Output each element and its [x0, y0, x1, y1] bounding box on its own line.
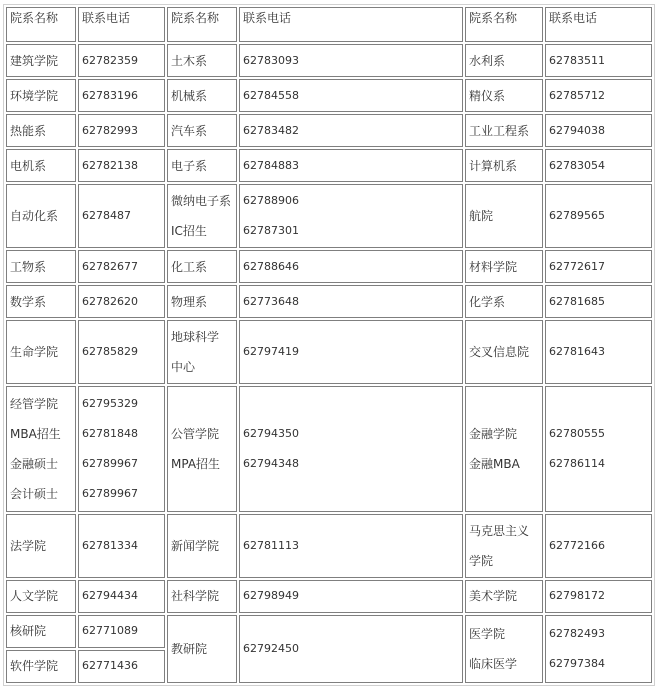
phone-cell-2	[239, 250, 463, 283]
dept-name-cell-3	[465, 184, 543, 248]
phone-cell-2	[239, 184, 463, 248]
phone-cell-1	[78, 514, 165, 578]
phone-cell-1	[78, 250, 165, 283]
dept-name-line: 工物系	[10, 259, 47, 274]
dept-name-cell-1	[6, 285, 76, 318]
phone-line: 62781113	[243, 538, 299, 552]
phone-line: 62783511	[549, 53, 605, 67]
table-row	[6, 615, 652, 648]
phone-line: 6278487	[82, 209, 131, 223]
dept-name-cell-2	[167, 184, 237, 248]
dept-name-line: 计算机系	[469, 158, 518, 173]
phone-line: 62780555	[549, 427, 605, 440]
dept-name-line: 交叉信息院	[469, 345, 530, 360]
dept-name-line: IC招生	[171, 224, 207, 239]
table-row	[6, 320, 652, 384]
dept-name-line: 微纳电子系	[171, 194, 232, 209]
phone-line: 62789967	[82, 487, 138, 500]
dept-name-line: 生命学院	[10, 345, 59, 360]
dept-name-cell-1	[6, 650, 76, 683]
table-row	[6, 250, 652, 283]
phone-cell-1	[78, 184, 165, 248]
dept-name-line: 建筑学院	[10, 53, 59, 68]
dept-name-cell-1	[6, 514, 76, 578]
phone-line: 62786114	[549, 457, 605, 470]
dept-name-cell-3	[465, 386, 543, 512]
phone-line: 62781334	[82, 538, 138, 552]
phone-line: 62781848	[82, 427, 138, 440]
phone-cell-1	[78, 580, 165, 613]
phone-line: 62784558	[243, 88, 299, 102]
phone-cell-3	[545, 44, 652, 77]
dept-name-line: 航院	[469, 209, 494, 224]
dept-name-cell-2	[167, 44, 237, 77]
table-row	[6, 114, 652, 147]
phone-line: 62783196	[82, 88, 138, 102]
dept-name-line: 汽车系	[171, 123, 208, 138]
dept-name-cell-1	[6, 149, 76, 182]
dept-name-line: 水利系	[469, 53, 506, 68]
phone-line: 62782993	[82, 123, 138, 137]
dept-name-line: 机械系	[171, 88, 208, 103]
phone-cell-2	[239, 386, 463, 512]
dept-name-cell-1	[6, 615, 76, 648]
phone-line: 62794348	[243, 457, 299, 470]
dept-name-cell-1	[6, 386, 76, 512]
contact-directory-table	[3, 4, 655, 686]
phone-line: 62798172	[549, 589, 605, 603]
phone-cell-2	[239, 285, 463, 318]
table-row	[6, 514, 652, 578]
dept-name-line: 化学系	[469, 294, 506, 309]
header-dept-name-3: 院系名称	[465, 7, 543, 42]
phone-line: 62783054	[549, 158, 605, 172]
table-row	[6, 580, 652, 613]
dept-name-line: 金融MBA	[469, 457, 520, 471]
dept-name-cell-3	[465, 79, 543, 112]
phone-cell-2	[239, 44, 463, 77]
phone-cell-2	[239, 149, 463, 182]
phone-cell-3	[545, 320, 652, 384]
dept-name-line: 马克思主义	[469, 523, 530, 538]
dept-name-line: 土木系	[171, 53, 208, 68]
phone-line: 62771436	[82, 659, 138, 673]
dept-name-line: 工业工程系	[469, 123, 530, 138]
phone-line: 62798949	[243, 589, 299, 603]
dept-name-cell-2	[167, 320, 237, 384]
phone-cell-3	[545, 615, 652, 683]
header-phone-3: 联系电话	[545, 7, 652, 42]
dept-name-line: 医学院	[469, 626, 506, 641]
dept-name-line: MBA招生	[10, 427, 61, 441]
phone-line: 62788646	[243, 259, 299, 273]
dept-name-cell-3	[465, 149, 543, 182]
dept-name-line: 精仪系	[469, 88, 506, 103]
dept-name-line: 自动化系	[10, 209, 59, 224]
dept-name-cell-1	[6, 320, 76, 384]
phone-cell-3	[545, 79, 652, 112]
dept-name-cell-1	[6, 114, 76, 147]
phone-cell-3	[545, 114, 652, 147]
phone-cell-1	[78, 114, 165, 147]
dept-name-line: 环境学院	[10, 88, 59, 103]
dept-name-cell-1	[6, 184, 76, 248]
dept-name-line: 电机系	[10, 158, 47, 173]
phone-line: 62789967	[82, 457, 138, 470]
phone-cell-3	[545, 514, 652, 578]
dept-name-cell-3	[465, 285, 543, 318]
dept-name-cell-1	[6, 580, 76, 613]
phone-line: 62773648	[243, 294, 299, 308]
dept-name-line: 经管学院	[10, 397, 59, 411]
phone-line: 62787301	[243, 224, 299, 238]
phone-cell-2	[239, 615, 463, 683]
phone-cell-3	[545, 250, 652, 283]
phone-cell-3	[545, 386, 652, 512]
dept-name-cell-2	[167, 149, 237, 182]
phone-line: 62797384	[549, 656, 605, 670]
dept-name-cell-2	[167, 114, 237, 147]
dept-name-line: 美术学院	[469, 589, 518, 604]
dept-name-cell-3	[465, 514, 543, 578]
dept-name-cell-1	[6, 44, 76, 77]
dept-name-line: 材料学院	[469, 259, 518, 274]
dept-name-line: 会计硕士	[10, 487, 59, 501]
table-row	[6, 386, 652, 512]
phone-cell-3	[545, 285, 652, 318]
dept-name-cell-2	[167, 250, 237, 283]
header-dept-name-2: 院系名称	[167, 7, 237, 42]
phone-cell-1	[78, 386, 165, 512]
phone-line: 62782677	[82, 259, 138, 273]
dept-name-line: 新闻学院	[171, 538, 220, 553]
phone-line: 62783093	[243, 53, 299, 67]
table-row	[6, 184, 652, 248]
dept-name-line: 物理系	[171, 294, 208, 309]
dept-name-line: 地球科学	[171, 330, 220, 345]
phone-line: 62772617	[549, 259, 605, 273]
dept-name-line: 社科学院	[171, 589, 220, 604]
dept-name-cell-3	[465, 250, 543, 283]
phone-cell-3	[545, 580, 652, 613]
dept-name-line: 核研院	[10, 624, 47, 639]
phone-cell-2	[239, 580, 463, 613]
dept-name-line: 公管学院	[171, 427, 220, 441]
dept-name-line: 中心	[171, 360, 196, 375]
phone-line: 62784883	[243, 158, 299, 172]
phone-cell-1	[78, 320, 165, 384]
dept-name-line: 学院	[469, 553, 494, 568]
phone-line: 62782138	[82, 158, 138, 172]
dept-name-cell-2	[167, 580, 237, 613]
phone-line: 62795329	[82, 397, 138, 410]
dept-name-cell-3	[465, 44, 543, 77]
dept-name-line: 数学系	[10, 294, 47, 309]
phone-line: 62789565	[549, 209, 605, 223]
dept-name-cell-3	[465, 320, 543, 384]
phone-line: 62771089	[82, 624, 138, 638]
phone-line: 62783482	[243, 123, 299, 137]
dept-name-cell-2	[167, 615, 237, 683]
phone-cell-3	[545, 149, 652, 182]
dept-name-cell-3	[465, 580, 543, 613]
phone-line: 62785712	[549, 88, 605, 102]
dept-name-cell-1	[6, 79, 76, 112]
phone-cell-2	[239, 79, 463, 112]
phone-line: 62785829	[82, 345, 138, 359]
phone-line: 62794350	[243, 427, 299, 440]
dept-name-line: 教研院	[171, 641, 208, 656]
phone-line: 62772166	[549, 538, 605, 552]
phone-cell-1	[78, 650, 165, 683]
phone-line: 62781685	[549, 294, 605, 308]
dept-name-line: MPA招生	[171, 457, 221, 471]
dept-name-line: 人文学院	[10, 589, 59, 604]
dept-name-cell-3	[465, 615, 543, 683]
dept-name-cell-3	[465, 114, 543, 147]
phone-line: 62782359	[82, 53, 138, 67]
phone-cell-2	[239, 320, 463, 384]
phone-line: 62781643	[549, 345, 605, 359]
phone-line: 62782620	[82, 294, 138, 308]
dept-name-line: 金融硕士	[10, 457, 59, 471]
dept-name-cell-2	[167, 285, 237, 318]
phone-line: 62782493	[549, 626, 605, 640]
phone-cell-2	[239, 114, 463, 147]
phone-line: 62788906	[243, 194, 299, 208]
dept-name-cell-1	[6, 250, 76, 283]
table-row	[6, 44, 652, 77]
dept-name-line: 法学院	[10, 538, 47, 553]
phone-cell-1	[78, 149, 165, 182]
table-row	[6, 285, 652, 318]
phone-line: 62794434	[82, 589, 138, 603]
dept-name-cell-2	[167, 514, 237, 578]
phone-line: 62794038	[549, 123, 605, 137]
dept-name-cell-2	[167, 79, 237, 112]
phone-cell-2	[239, 514, 463, 578]
phone-cell-1	[78, 44, 165, 77]
header-dept-name-1: 院系名称	[6, 7, 76, 42]
phone-cell-3	[545, 184, 652, 248]
phone-cell-1	[78, 79, 165, 112]
dept-name-line: 金融学院	[469, 427, 518, 441]
phone-cell-1	[78, 615, 165, 648]
dept-name-line: 软件学院	[10, 659, 59, 674]
header-phone-1: 联系电话	[78, 7, 165, 42]
table-row	[6, 79, 652, 112]
phone-line: 62792450	[243, 641, 299, 655]
dept-name-line: 化工系	[171, 259, 208, 274]
dept-name-cell-2	[167, 386, 237, 512]
dept-name-line: 电子系	[171, 158, 208, 173]
table-row	[6, 149, 652, 182]
dept-name-line: 热能系	[10, 123, 47, 138]
dept-name-line: 临床医学	[469, 656, 518, 671]
phone-cell-1	[78, 285, 165, 318]
phone-line: 62797419	[243, 345, 299, 359]
header-row	[6, 7, 652, 42]
header-phone-2: 联系电话	[239, 7, 463, 42]
